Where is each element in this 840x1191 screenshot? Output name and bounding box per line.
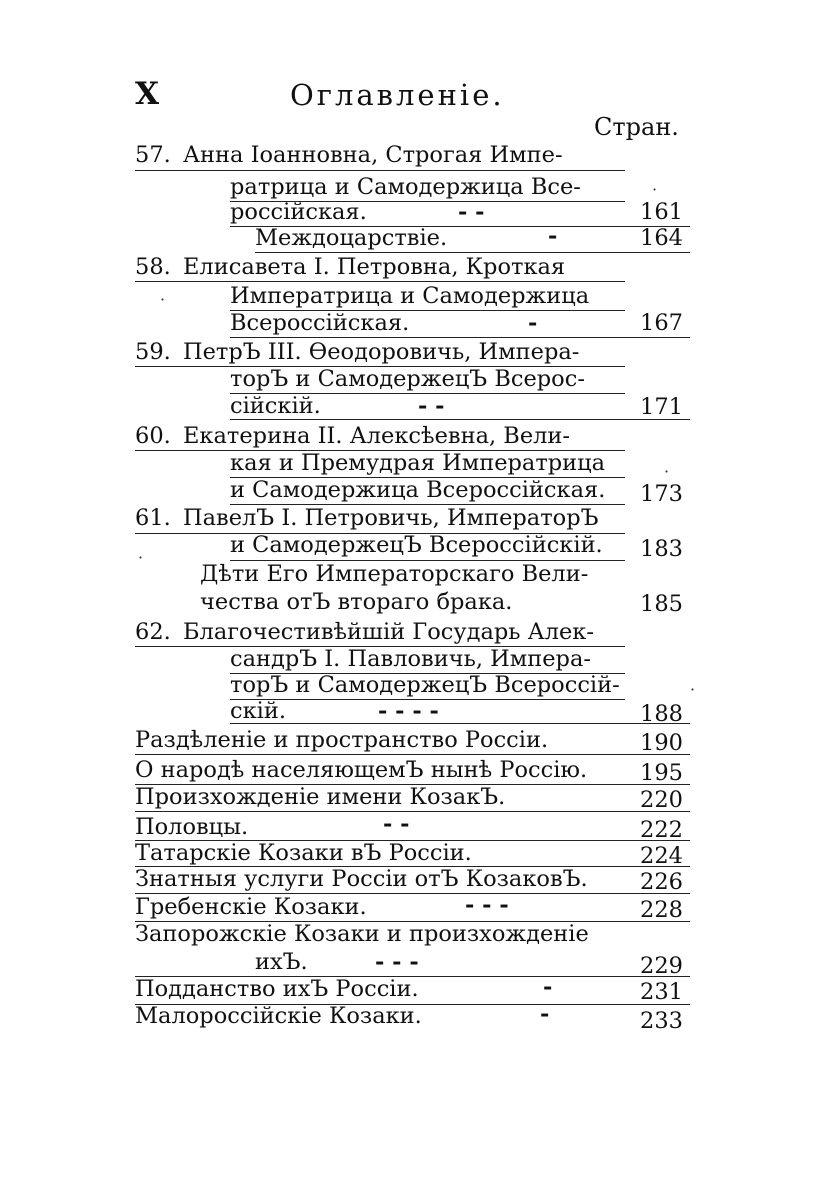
section-title-line: ихЪ. [255, 949, 308, 975]
section-title: Раздѣленiе и пространство Россiи. [135, 727, 549, 753]
entry-title-line: кая и Премудрая Императрица [230, 450, 606, 476]
entry-title-line: скiй. [230, 698, 287, 724]
entry-page-number: 185 [640, 591, 683, 617]
section-title: О народѣ населяющемЪ нынѣ Россiю. [135, 757, 588, 783]
section-title: Подданство ихЪ Россiи. [135, 976, 419, 1002]
scan-speck: · [690, 680, 696, 699]
section-title: Половцы. [135, 814, 249, 840]
entry-title-line: Императрица и Самодержица [230, 283, 590, 309]
entry-page-number: 167 [640, 310, 683, 336]
scan-speck: · [138, 548, 144, 567]
section-page-number: 222 [640, 817, 683, 843]
page-title: Оглавленiе. [290, 78, 505, 112]
page-column-label: Стран. [594, 113, 679, 141]
entry-number: 57. [135, 142, 171, 168]
page-numeral: X [135, 76, 160, 112]
entry-number: 60. [135, 423, 171, 449]
section-title: Татарскiе Козаки вЪ Россiи. [135, 840, 472, 866]
entry-title-line: россiйская. [230, 199, 367, 225]
section-page-number: 195 [640, 760, 683, 786]
section-page-number: 226 [640, 869, 683, 895]
entry-leader: - [548, 223, 558, 249]
entry-title-line: торЪ и СамодержецЪ Всероссiй- [230, 672, 620, 698]
entry-title-line: сiйскiй. [230, 393, 321, 419]
section-leader: - - - [375, 949, 419, 975]
entry-leader: - [528, 310, 538, 336]
entry-number: 62. [135, 619, 171, 645]
section-title: Произхожденiе имени КозакЪ. [135, 784, 506, 810]
section-title: Запорожскiе Козаки и произхожденiе [135, 921, 589, 947]
entry-number: 58. [135, 254, 171, 280]
entry-page-number: 188 [640, 701, 683, 727]
entry-title-line: Благочестивѣйшiй Государь Алек- [183, 619, 594, 645]
entry-title-line: Екатерина II. Алексѣевна, Вели- [183, 423, 571, 449]
entry-title-line: и СамодержецЪ Всероссiйскiй. [230, 532, 603, 558]
entry-title-line: ПетрЪ III. Ѳеодоровичь, Импера- [183, 339, 580, 365]
entry-title-line: торЪ и СамодержецЪ Всерос- [230, 366, 585, 392]
section-title: Знатныя услуги Россiи отЪ КозаковЪ. [135, 866, 588, 892]
entry-number: 59. [135, 339, 171, 365]
entry-subtitle: чества отЪ втораго брака. [200, 589, 513, 615]
entry-leader: - - [418, 393, 445, 419]
section-page-number: 231 [640, 979, 683, 1005]
entry-title-line: ратрица и Самодержица Все- [230, 174, 581, 200]
section-leader: - - - [465, 892, 509, 918]
section-page-number: 233 [640, 1008, 683, 1034]
scan-speck: · [664, 462, 670, 481]
entry-page-number: 164 [640, 225, 683, 251]
section-page-number: 229 [640, 953, 683, 979]
entry-title-line: Всероссiйская. [230, 310, 410, 336]
entry-page-number: 161 [640, 199, 683, 225]
entry-title-line: и Самодержица Всероссiйская. [230, 477, 606, 503]
entry-page-number: 183 [640, 536, 683, 562]
section-page-number: 224 [640, 843, 683, 869]
section-page-number: 220 [640, 787, 683, 813]
section-page-number: 228 [640, 897, 683, 923]
scan-speck: · [160, 290, 166, 309]
section-leader: - [540, 1001, 550, 1027]
entry-leader: - - - - [378, 698, 439, 724]
entry-title-line: сандрЪ I. Павловичь, Импера- [230, 646, 591, 672]
section-leader: - [543, 974, 553, 1000]
entry-title-line: ПавелЪ I. Петровичь, ИмператорЪ [183, 505, 599, 531]
section-title: Малороссiйскiе Козаки. [135, 1003, 422, 1029]
entry-subtitle: Дѣти Его Императорскаго Вели- [200, 561, 589, 587]
section-title: Гребенскiе Козаки. [135, 894, 367, 920]
entry-leader: - - [458, 199, 485, 225]
entry-title-line: Анна Iоанновна, Строгая Импе- [183, 142, 563, 168]
entry-title-line: Елисавета I. Петровна, Кроткая [183, 254, 566, 280]
entry-subtitle: Междоцарствiе. [255, 225, 448, 251]
section-leader: - - [383, 811, 410, 837]
section-page-number: 190 [640, 730, 683, 756]
entry-page-number: 171 [640, 394, 683, 420]
entry-number: 61. [135, 505, 171, 531]
scan-speck: · [652, 180, 658, 199]
entry-page-number: 173 [640, 481, 683, 507]
